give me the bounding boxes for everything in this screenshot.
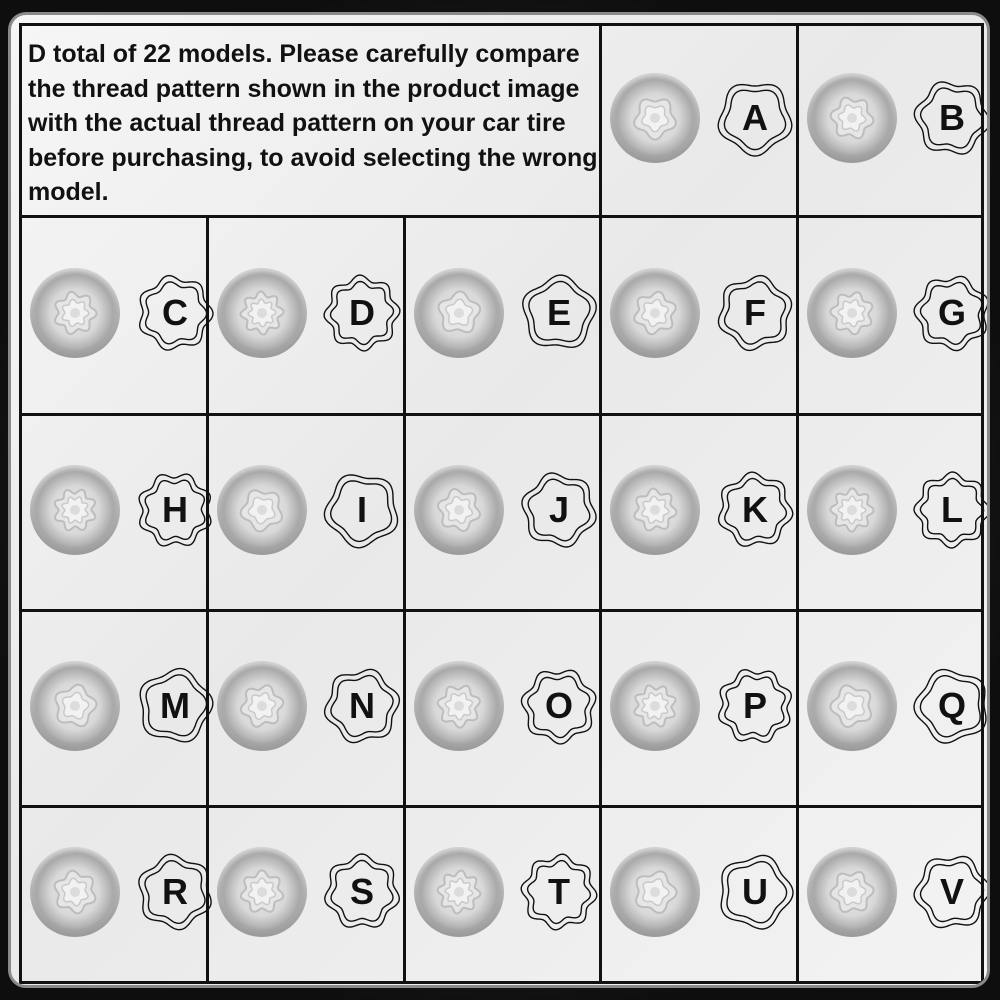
- valve-cap-image: [414, 268, 504, 358]
- valve-cap-image: [217, 465, 307, 555]
- model-cell-e: [406, 218, 599, 413]
- thread-pattern-badge: [911, 665, 990, 747]
- valve-cap-image: [807, 847, 897, 937]
- model-cell-q: [799, 612, 981, 805]
- model-cell-g: [799, 218, 981, 413]
- grid-line: [19, 805, 981, 808]
- model-letter: Q: [937, 684, 966, 726]
- thread-pattern-badge: [911, 851, 990, 933]
- model-letter: E: [546, 291, 571, 333]
- model-letter: L: [941, 488, 963, 530]
- thread-pattern-badge: [714, 665, 796, 747]
- model-letter: O: [544, 684, 573, 726]
- model-notice-text: D total of 22 models. Please carefully compare the thread pattern shown in the product image with the actual thread pattern on your car tire before purchasing, to avoid selecting the wrong model.: [28, 40, 598, 206]
- grid-line: [19, 413, 981, 416]
- thread-pattern-badge: [911, 272, 990, 354]
- valve-cap-image: [807, 268, 897, 358]
- model-cell-a: [602, 26, 796, 215]
- model-cell-o: [406, 612, 599, 805]
- valve-cap-image: [610, 73, 700, 163]
- model-letter: M: [160, 684, 190, 726]
- model-cell-f: [602, 218, 796, 413]
- valve-cap-image: [30, 661, 120, 751]
- thread-pattern-badge: [518, 272, 600, 354]
- valve-cap-image: [30, 268, 120, 358]
- model-letter: S: [349, 870, 374, 912]
- valve-cap-image: [217, 268, 307, 358]
- grid-line: [19, 23, 22, 981]
- thread-pattern-badge: [321, 469, 403, 551]
- valve-cap-image: [414, 661, 504, 751]
- valve-cap-image: [217, 661, 307, 751]
- model-cell-h: [22, 416, 206, 609]
- thread-pattern-badge: [321, 851, 403, 933]
- thread-pattern-badge: [321, 272, 403, 354]
- model-letter: D: [349, 291, 375, 333]
- grid-line: [796, 215, 799, 981]
- valve-cap-image: [807, 465, 897, 555]
- thread-pattern-badge: [321, 665, 403, 747]
- valve-cap-image: [414, 847, 504, 937]
- thread-pattern-badge: [134, 851, 216, 933]
- model-cell-l: [799, 416, 981, 609]
- valve-cap-image: [807, 661, 897, 751]
- grid-line: [599, 215, 602, 981]
- model-letter: K: [742, 488, 768, 530]
- grid-line: [796, 23, 799, 215]
- grid-line: [19, 23, 981, 26]
- model-cell-u: [602, 808, 796, 981]
- valve-cap-image: [610, 268, 700, 358]
- model-cell-m: [22, 612, 206, 805]
- model-letter: T: [548, 870, 570, 912]
- model-letter: N: [349, 684, 375, 726]
- model-letter: G: [937, 291, 966, 333]
- model-cell-b: [799, 26, 981, 215]
- model-cell-r: [22, 808, 206, 981]
- thread-pattern-badge: [518, 851, 600, 933]
- valve-cap-image: [610, 661, 700, 751]
- grid-line: [403, 215, 406, 981]
- model-cell-s: [209, 808, 403, 981]
- model-cell-k: [602, 416, 796, 609]
- grid-line: [19, 981, 984, 984]
- thread-pattern-badge: [518, 469, 600, 551]
- model-cell-c: [22, 218, 206, 413]
- model-letter: V: [939, 870, 964, 912]
- model-cell-j: [406, 416, 599, 609]
- valve-cap-image: [217, 847, 307, 937]
- valve-cap-image: [30, 465, 120, 555]
- grid-line: [19, 609, 981, 612]
- model-letter: U: [742, 870, 768, 912]
- valve-cap-image: [414, 465, 504, 555]
- thread-pattern-badge: [714, 272, 796, 354]
- thread-pattern-badge: [714, 469, 796, 551]
- grid-line: [599, 23, 602, 215]
- grid-line: [206, 215, 209, 981]
- model-letter: J: [548, 488, 570, 530]
- model-cell-d: [209, 218, 403, 413]
- model-letter: F: [744, 291, 766, 333]
- model-letter: I: [356, 488, 367, 530]
- valve-cap-image: [807, 73, 897, 163]
- model-letter: P: [742, 684, 767, 726]
- thread-pattern-badge: [134, 469, 216, 551]
- grid-line: [19, 215, 981, 218]
- thread-pattern-badge: [134, 272, 216, 354]
- thread-pattern-badge: [911, 77, 990, 159]
- model-cell-t: [406, 808, 599, 981]
- model-letter: A: [742, 96, 768, 138]
- valve-cap-image: [30, 847, 120, 937]
- model-cell-i: [209, 416, 403, 609]
- thread-pattern-badge: [911, 469, 990, 551]
- thread-pattern-badge: [134, 665, 216, 747]
- model-chart: [8, 12, 990, 988]
- model-cell-p: [602, 612, 796, 805]
- model-cell-v: [799, 808, 981, 981]
- thread-pattern-badge: [518, 665, 600, 747]
- grid-line: [981, 23, 984, 981]
- valve-cap-image: [610, 465, 700, 555]
- model-letter: C: [162, 291, 188, 333]
- model-letter: R: [162, 870, 188, 912]
- model-cell-n: [209, 612, 403, 805]
- valve-cap-image: [610, 847, 700, 937]
- model-letter: B: [939, 96, 965, 138]
- thread-pattern-badge: [714, 851, 796, 933]
- thread-pattern-badge: [714, 77, 796, 159]
- model-letter: H: [162, 488, 188, 530]
